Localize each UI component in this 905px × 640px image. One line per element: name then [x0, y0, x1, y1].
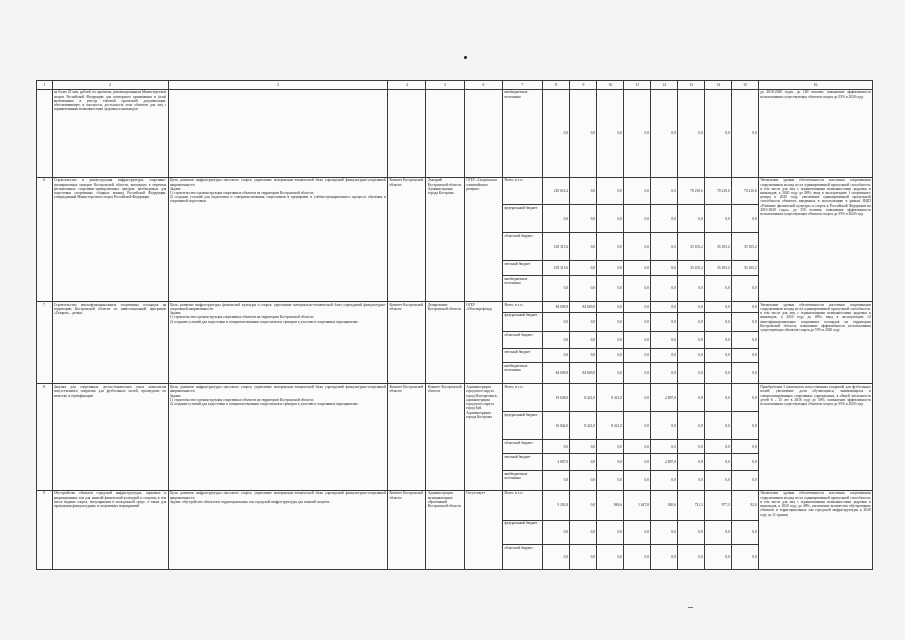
column-number: 8 — [542, 81, 570, 90]
amount-cell: 0,0 — [705, 454, 732, 471]
funding-source: областной бюджет — [503, 545, 542, 570]
amount-cell: 35 105,2 — [732, 233, 759, 261]
amount-cell: 0,0 — [678, 440, 705, 454]
amount-cell: 0,0 — [624, 89, 651, 177]
amount-cell: 0,0 — [651, 205, 678, 233]
responsible-executor: Комитет Костромской области — [388, 490, 426, 569]
amount-cell: 0,0 — [678, 545, 705, 570]
row-number: 8. — [37, 384, 53, 490]
amount-cell: 0,0 — [542, 349, 570, 363]
amount-cell: 0,0 — [624, 301, 651, 312]
amount-cell: 2 807,0 — [651, 454, 678, 471]
participant: ОГБУ «Спортшкола олимпийского резерва» — [464, 177, 502, 301]
column-number: 4 — [388, 81, 426, 90]
amount-cell: 0,0 — [651, 89, 678, 177]
amount-cell: 0,0 — [732, 471, 759, 490]
amount-cell: 0,0 — [542, 276, 570, 302]
measure-name: Строительство многофункциональных спортивных площадок на территории Костромской области по инвестиционной программе «Газпром – детям» — [52, 301, 168, 384]
funding-source: местный бюджет — [503, 349, 542, 363]
program-row — [37, 301, 873, 312]
amount-cell: 0,0 — [651, 349, 678, 363]
funding-source: местный бюджет — [503, 454, 542, 471]
amount-cell: 0,0 — [732, 545, 759, 570]
goal-and-tasks: Цель: развитие инфраструктуры массового спорта, укрепление материально-технической базы учреждений физкультурно-спортивной направленности Задачи: 1) строительство и реконструкция спортивных объектов на территории Костромской области; 2) создание условий для подготовки и совершенствования спортсменов и тренеров к участию в спортивных мероприятиях — [168, 384, 388, 490]
participant-cell — [464, 89, 502, 177]
amount-cell: 0,0 — [705, 520, 732, 545]
amount-cell: 0,0 — [678, 301, 705, 312]
column-number: 1 — [37, 81, 53, 90]
funding-source: областной бюджет — [503, 233, 542, 261]
measure-name: Обустройство объектов городской инфраструктуры, парковых и рекреационных зон для занятий физической культурой и спортом, в том числе видами спорта, популярными в молодежной среде, а также для проведения физкультурных и спортивных мероприятий — [52, 490, 168, 569]
scan-speck — [464, 56, 467, 59]
amount-cell: 0,0 — [678, 412, 705, 440]
amount-cell: 105 315,6 — [542, 261, 570, 276]
responsible-executor: Комитет Костромской области — [388, 301, 426, 384]
amount-cell: 16 842,0 — [542, 412, 570, 440]
amount-cell: 0,0 — [705, 349, 732, 363]
amount-cell: 0,0 — [651, 471, 678, 490]
row-number: 9. — [37, 490, 53, 569]
amount-cell: 0,0 — [542, 331, 570, 348]
amount-cell: 210 616,2 — [542, 177, 570, 205]
participant: Отсутствует — [464, 490, 502, 569]
amount-cell: 0,0 — [570, 261, 597, 276]
amount-cell: 5 201,8 — [542, 490, 570, 520]
amount-cell: 35 105,2 — [678, 233, 705, 261]
responsible-executor: Комитет Костромской области — [388, 177, 426, 301]
funding-source: федеральный бюджет — [503, 205, 542, 233]
amount-cell: 0,0 — [651, 276, 678, 302]
amount-cell: 70 210,6 — [732, 177, 759, 205]
amount-cell: 0,0 — [597, 89, 624, 177]
amount-cell: 70 210,6 — [705, 177, 732, 205]
amount-cell: 8 421,0 — [597, 384, 624, 412]
amount-cell: 0,0 — [542, 440, 570, 454]
amount-cell: 0,0 — [705, 205, 732, 233]
amount-cell: 0,0 — [624, 440, 651, 454]
amount-cell: 0,0 — [597, 440, 624, 454]
amount-cell: 0,0 — [542, 205, 570, 233]
amount-cell: 0,0 — [570, 545, 597, 570]
amount-cell: 0,0 — [570, 205, 597, 233]
amount-cell: 0,0 — [732, 440, 759, 454]
column-number: 3 — [168, 81, 388, 90]
expected-result: до 2016-2020 годах, до 160 человек; повышение эффективности использования существующих объектов спорта до 55% в 2020 году — [758, 89, 872, 177]
amount-cell: 0,0 — [570, 490, 597, 520]
amount-cell: 0,0 — [678, 454, 705, 471]
amount-cell: 0,0 — [678, 384, 705, 412]
amount-cell: 0,0 — [597, 301, 624, 312]
amount-cell: 0,0 — [597, 205, 624, 233]
amount-cell: 0,0 — [678, 89, 705, 177]
participant: Администрация городского округа город Волгореченск, администрация городского округа город Буй, Администрация города Кострома — [464, 384, 502, 490]
amount-cell: 0,0 — [624, 471, 651, 490]
amount-cell: 0,0 — [597, 177, 624, 205]
amount-cell: 0,0 — [624, 454, 651, 471]
amount-cell: 0,0 — [651, 545, 678, 570]
amount-cell: 0,0 — [624, 312, 651, 331]
program-table — [36, 80, 873, 570]
amount-cell: 0,0 — [732, 412, 759, 440]
amount-cell: 0,0 — [705, 276, 732, 302]
program-row — [37, 177, 873, 205]
amount-cell: 8 421,0 — [570, 384, 597, 412]
amount-cell: 0,0 — [732, 312, 759, 331]
document-page — [36, 80, 873, 570]
amount-cell: 0,0 — [542, 312, 570, 331]
funding-source: федеральный бюджет — [503, 312, 542, 331]
amount-cell: 105 315,6 — [542, 233, 570, 261]
amount-cell: 0,0 — [732, 89, 759, 177]
amount-cell: 0,0 — [570, 471, 597, 490]
amount-cell: 0,0 — [651, 440, 678, 454]
amount-cell: 19 649,0 — [542, 384, 570, 412]
funding-source: федеральный бюджет — [503, 520, 542, 545]
amount-cell: 0,0 — [542, 520, 570, 545]
amount-cell: 0,0 — [705, 412, 732, 440]
column-number: 12 — [651, 81, 678, 90]
amount-cell: 35 105,2 — [732, 261, 759, 276]
amount-cell: 0,0 — [570, 440, 597, 454]
column-number: 10 — [597, 81, 624, 90]
goal-and-tasks: Цель: развитие инфраструктуры физической культуры и спорта, укрепление материально-технической базы учреждений физкультурно-спортивной направленности Задачи: 1) строительство и реконструкция спортивных объектов на территории Костромской области; 2) создание условий для подготовки и совершенствования спортсменов и тренеров к участию в спортивных мероприятиях — [168, 301, 388, 384]
amount-cell: 0,0 — [732, 331, 759, 348]
amount-cell: 0,0 — [570, 89, 597, 177]
amount-cell: 0,0 — [624, 545, 651, 570]
amount-cell: 0,0 — [705, 471, 732, 490]
amount-cell: 0,0 — [705, 331, 732, 348]
measure-name: не более 25 млн. рублей, по проектам, рекомендованным Министерством спорта Российской Федерации для повторного применения и (или) включенным в реестр типовой проектной документации, обеспечивающее, в частности, доступность этих объектов для лиц с ограниченными возможностями здоровья и инвалидов — [52, 89, 168, 177]
amount-cell: 0,0 — [542, 89, 570, 177]
amount-cell: 0,0 — [651, 362, 678, 383]
funding-source: областной бюджет — [503, 331, 542, 348]
co-executor-cell — [426, 89, 464, 177]
amount-cell: 0,0 — [732, 301, 759, 312]
amount-cell: 0,0 — [651, 233, 678, 261]
amount-cell: 0,0 — [542, 471, 570, 490]
funding-source: Всего, в т.ч.: — [503, 490, 542, 520]
continued-row — [37, 89, 873, 177]
goal-and-tasks: Цель: развитие инфраструктуры массового спорта, укрепление материально-технической базы учреждений физкультурно-спортивной направленности Задачи: обустройство объектов и территориальных зон городской инфраструктуры для занятий спортом — [168, 490, 388, 569]
amount-cell: 977,3 — [705, 490, 732, 520]
amount-cell: 0,0 — [678, 362, 705, 383]
column-number: 11 — [624, 81, 651, 90]
amount-cell: 2 807,0 — [542, 454, 570, 471]
amount-cell: 0,0 — [732, 454, 759, 471]
amount-cell: 0,0 — [732, 520, 759, 545]
amount-cell: 0,0 — [624, 261, 651, 276]
amount-cell: 84 849,9 — [570, 362, 597, 383]
funding-source: Всего, в т.ч.: — [503, 177, 542, 205]
amount-cell: 0,0 — [732, 205, 759, 233]
amount-cell: 0,0 — [597, 276, 624, 302]
amount-cell: 0,0 — [597, 312, 624, 331]
responsible-executor: Комитет Костромской области — [388, 384, 426, 490]
amount-cell: 920,6 — [651, 490, 678, 520]
amount-cell: 0,0 — [732, 362, 759, 383]
amount-cell: 0,0 — [597, 545, 624, 570]
column-number: 2 — [52, 81, 168, 90]
amount-cell: 8 421,0 — [570, 412, 597, 440]
amount-cell: 0,0 — [597, 233, 624, 261]
amount-cell: 721,3 — [678, 490, 705, 520]
participant: ОГБУ «Облспортфонд» — [464, 301, 502, 384]
co-executor: Администрации муниципальных образований Костромской области — [426, 490, 464, 569]
amount-cell: 0,0 — [570, 454, 597, 471]
funding-source: внебюджетные источники — [503, 471, 542, 490]
amount-cell: 0,0 — [705, 301, 732, 312]
amount-cell: 0,0 — [678, 471, 705, 490]
amount-cell: 0,0 — [732, 276, 759, 302]
funding-source: Всего, в т.ч.: — [503, 301, 542, 312]
amount-cell: 0,0 — [732, 349, 759, 363]
column-number: 7 — [503, 81, 542, 90]
amount-cell: 35 105,2 — [705, 233, 732, 261]
executor-cell — [388, 89, 426, 177]
expected-result: Увеличение уровня обеспеченности населения спортивными сооружениями исходя из их единовременной пропускной способности, в том числе для лиц с ограниченными возможностями здоровья и инвалидов, к 2020 году до 48%; ввод в эксплуатацию 1 спортивного центра к 2020 году; увеличение единовременной пропускной способности объектов, введенных в эксплуатацию в рамках ФЦП «Развитие физической культуры и спорта в Российской Федерации на 2016-2020 годы», до 350 человек, повышение эффективности использования существующих объектов спорта до 55% в 2020 году — [758, 177, 872, 301]
funding-source: Всего, в т.ч.: — [503, 384, 542, 412]
goal-cell — [168, 89, 388, 177]
amount-cell: 0,0 — [597, 471, 624, 490]
amount-cell: 0,0 — [624, 412, 651, 440]
amount-cell: 0,0 — [705, 89, 732, 177]
amount-cell: 0,0 — [651, 261, 678, 276]
amount-cell: 0,0 — [597, 261, 624, 276]
column-number: 16 — [758, 81, 872, 90]
amount-cell: 0,0 — [570, 331, 597, 348]
amount-cell: 0,0 — [732, 384, 759, 412]
column-number: 9 — [570, 81, 597, 90]
expected-result: Увеличение уровня обеспеченности населения спортивными сооружениями исходя из их единовременной пропускной способности, в том числе для лиц с ограниченными возможностями здоровья и инвалидов, к 2020 году до 48%; ввод в эксплуатацию 14 многофункциональных спортивных площадок на территории Костромской области; повышение эффективности использования существующих объектов спорта до 55% в 2020 году — [758, 301, 872, 384]
amount-cell: 2 807,0 — [651, 384, 678, 412]
amount-cell: 0,0 — [651, 412, 678, 440]
amount-cell: 0,0 — [651, 312, 678, 331]
column-number: 5 — [426, 81, 464, 90]
funding-source: внебюджетные источники — [503, 89, 542, 177]
amount-cell: 863,6 — [597, 490, 624, 520]
expected-result: Увеличение уровня обеспеченности населения спортивными сооружениями исходя из их единовременной пропускной способности, в том числе для лиц с ограниченными возможностями здоровья и инвалидов, к 2020 году до 48%; увеличение количества обустроенных объектов и территориальных зон городской инфраструктуры к 2020 году до 11 единиц — [758, 490, 872, 569]
amount-cell: 0,0 — [597, 520, 624, 545]
amount-cell: 0,0 — [678, 276, 705, 302]
amount-cell: 0,0 — [705, 440, 732, 454]
amount-cell: 0,0 — [624, 177, 651, 205]
column-number: 15 — [732, 81, 759, 90]
amount-cell: 0,0 — [705, 384, 732, 412]
amount-cell: 0,0 — [624, 233, 651, 261]
amount-cell: 0,0 — [597, 454, 624, 471]
amount-cell: 0,0 — [597, 349, 624, 363]
amount-cell: 0,0 — [624, 384, 651, 412]
amount-cell: 35 105,2 — [678, 261, 705, 276]
amount-cell: 0,0 — [678, 349, 705, 363]
column-number: 13 — [678, 81, 705, 90]
amount-cell: 84 849,9 — [570, 301, 597, 312]
column-number: 14 — [705, 81, 732, 90]
amount-cell: 0,0 — [705, 545, 732, 570]
funding-source: областной бюджет — [503, 440, 542, 454]
amount-cell: 8 421,0 — [597, 412, 624, 440]
amount-cell: 0,0 — [597, 331, 624, 348]
amount-cell: 0,0 — [651, 301, 678, 312]
amount-cell: 70 210,6 — [678, 177, 705, 205]
amount-cell: 0,0 — [570, 177, 597, 205]
amount-cell: 0,0 — [624, 331, 651, 348]
amount-cell: 0,0 — [624, 276, 651, 302]
amount-cell: 0,0 — [705, 312, 732, 331]
amount-cell: 0,0 — [678, 331, 705, 348]
amount-cell: 0,0 — [570, 312, 597, 331]
amount-cell: 0,0 — [542, 545, 570, 570]
amount-cell: 0,0 — [597, 362, 624, 383]
amount-cell: 0,0 — [705, 362, 732, 383]
amount-cell: 0,0 — [678, 312, 705, 331]
scan-mark — [688, 607, 693, 608]
funding-source: местный бюджет — [503, 261, 542, 276]
co-executor: Департамент Костромской области — [426, 301, 464, 384]
amount-cell: 0,0 — [678, 520, 705, 545]
row-number-cell — [37, 89, 53, 177]
goal-and-tasks: Цель: развитие инфраструктуры массового спорта, укрепление материально-технической базы учреждений физкультурно-спортивной направленности Задачи: 1) строительство и реконструкция спортивных объектов на территории Костромской области; 2) создание условий для подготовки и совершенствования спортсменов в тренировке и учебно-тренировочного процесса обучения и спортивной подготовки — [168, 177, 388, 301]
amount-cell: 0,0 — [570, 233, 597, 261]
amount-cell: 84 849,9 — [542, 362, 570, 383]
amount-cell: 0,0 — [570, 349, 597, 363]
measure-name: Строительство и реконструкция инфраструктуры спортивно-тренировочных центров Костромской области, вошедших в перечень региональных спортивно-тренировочных центров, необходимых для подготовки спортивных сборных команд Российской Федерации, утвержденный Министерством спорта Российской Федерации — [52, 177, 168, 301]
row-number: 7. — [37, 301, 53, 384]
amount-cell: 0,0 — [570, 520, 597, 545]
row-number: 6. — [37, 177, 53, 301]
program-row — [37, 490, 873, 520]
co-executor: Комитет Костромской области — [426, 384, 464, 490]
amount-cell: 1 627,8 — [624, 490, 651, 520]
column-number-row — [37, 81, 873, 90]
measure-name: Закупка для спортивных детско-юношеских школ комплектов искусственного покрытия для футбольных полей, прошедших по качеству и сертификацию — [52, 384, 168, 490]
funding-source: внебюджетные источники — [503, 276, 542, 302]
funding-source: федеральный бюджет — [503, 412, 542, 440]
amount-cell: 0,0 — [624, 362, 651, 383]
amount-cell: 0,0 — [651, 520, 678, 545]
co-executor: Дмитрий Костромской области, Администрация города Кострома — [426, 177, 464, 301]
funding-source: внебюджетные источники — [503, 362, 542, 383]
amount-cell: 0,0 — [624, 349, 651, 363]
amount-cell: 35 105,2 — [705, 261, 732, 276]
amount-cell: 84 849,9 — [542, 301, 570, 312]
amount-cell: 0,0 — [651, 177, 678, 205]
program-row — [37, 384, 873, 412]
column-number: 6 — [464, 81, 502, 90]
amount-cell: 0,0 — [624, 520, 651, 545]
amount-cell: 0,0 — [624, 205, 651, 233]
amount-cell: 92,0 — [732, 490, 759, 520]
amount-cell: 0,0 — [651, 331, 678, 348]
expected-result: Приобретение 3 комплектов искусственных покрытий для футбольных полей; увеличение доли обучающихся, занимающихся в специализированных спортивных учреждениях, в общей численности детей 6 – 15 лет в 2016 году до 50%; повышение эффективности использования существующих объектов спорта до 55% в 2020 году — [758, 384, 872, 490]
amount-cell: 0,0 — [570, 276, 597, 302]
amount-cell: 0,0 — [678, 205, 705, 233]
